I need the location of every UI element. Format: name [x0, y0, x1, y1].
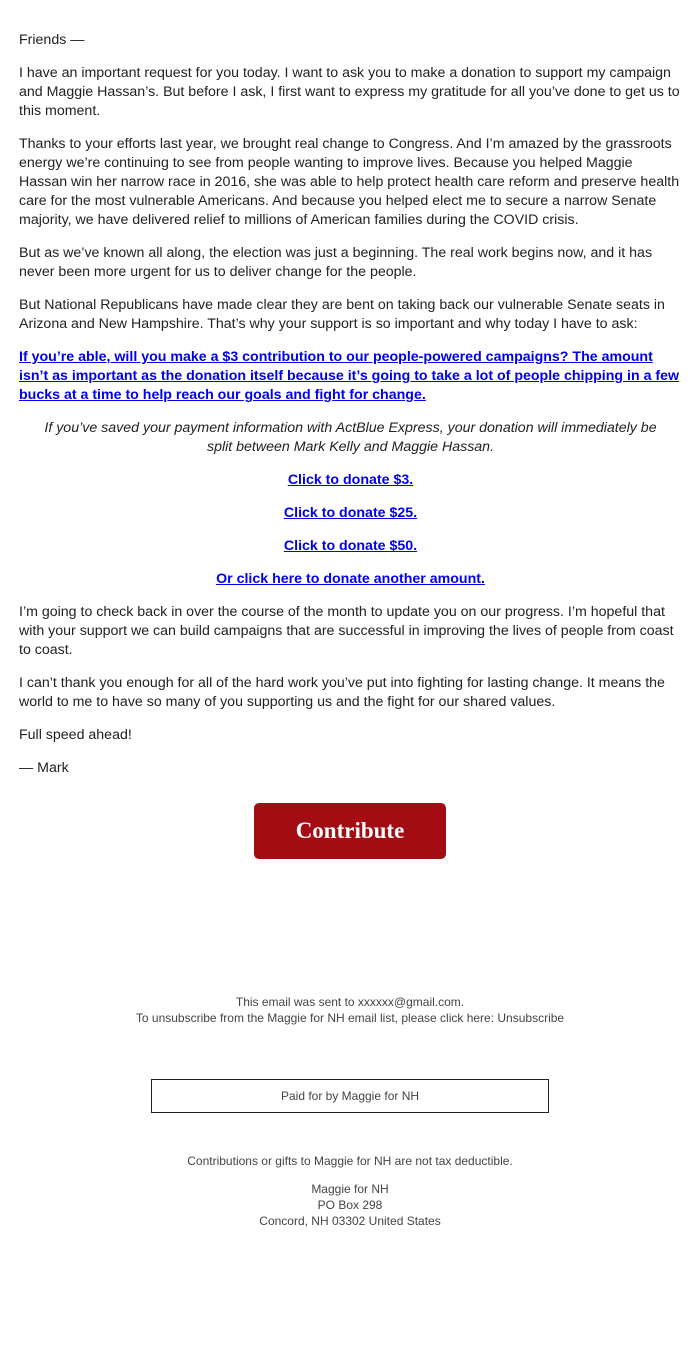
- donate-25-row: [19, 504, 682, 523]
- contribute-button[interactable]: Contribute: [254, 803, 446, 859]
- address-name: Maggie for NH: [311, 1182, 389, 1196]
- donate-50-link[interactable]: Click to donate $50.: [283, 538, 418, 554]
- paragraph-gratitude: I can’t thank you enough for all of the hard work you’ve put into fighting for lasting change. It means the world to me to have so many of you supporting us and the fight for our shared values.: [19, 675, 665, 710]
- ask-donation-link[interactable]: If you’re able, will you make a $3 contribution to our people-powered campaigns? The amount isn’t as important as the donation itself because it’s going to take a lot of people chipping in a few bucks at a time to help reach our goals and fight for change.: [19, 349, 680, 403]
- paragraph-beginning: But as we’ve known all along, the election was just a beginning. The real work begins now, and it has never been more urgent for us to deliver change for the people.: [19, 245, 653, 280]
- sent-to-text: This email was sent to xxxxxx@gmail.com.: [235, 995, 465, 1009]
- paragraph-republicans: But National Republicans have made clear they are bent on taking back our vulnerable Senate seats in Arizona and New Hampshire. That’s why your support is so important and why today I have to ask:: [19, 297, 665, 332]
- address-line2: Concord, NH 03302 United States: [259, 1214, 441, 1228]
- ask-paragraph: [19, 348, 682, 405]
- email-body: [19, 31, 682, 792]
- signature: — Mark: [19, 760, 69, 776]
- paragraph-check-back: I’m going to check back in over the course of the month to update you on our progress. I’m hopeful that with your support we can build campaigns that are successful in improving the lives of people from coast to coast.: [19, 604, 674, 658]
- donate-3-row: [19, 471, 682, 490]
- greeting: Friends —: [19, 32, 85, 48]
- donate-other-amount-link[interactable]: Or click here to donate another amount.: [216, 571, 485, 587]
- unsubscribe-link[interactable]: Unsubscribe: [497, 1011, 565, 1025]
- unsubscribe-line: [0, 1010, 700, 1026]
- mailing-address: [0, 1181, 700, 1229]
- donate-3-link[interactable]: Click to donate $3.: [287, 472, 414, 488]
- footer-recipient-info: [0, 994, 700, 1026]
- paragraph-thanks: Thanks to your efforts last year, we brought real change to Congress. And I’m amazed by the grassroots energy we’re continuing to see from people wanting to improve lives. Because you helped Maggie Hassan win her narrow race in 2016, she was able to help protect health care reform and preserve health care for the most vulnerable Americans. And because you helped elect me to secure a narrow Senate majority, we have delivered relief to millions of American families during the COVID crisis.: [19, 136, 680, 228]
- actblue-express-note: If you’ve saved your payment information with ActBlue Express, your donation will immediately be split between Mark Kelly and Maggie Hassan.: [44, 420, 657, 455]
- address-line1: PO Box 298: [317, 1198, 383, 1212]
- tax-deductible-note: Contributions or gifts to Maggie for NH are not tax deductible.: [187, 1154, 513, 1168]
- donate-25-link[interactable]: Click to donate $25.: [283, 505, 418, 521]
- donate-50-row: [19, 537, 682, 556]
- donate-other-row: [19, 570, 682, 589]
- unsubscribe-text: To unsubscribe from the Maggie for NH email list, please click here:: [135, 1011, 495, 1025]
- paragraph-intro: I have an important request for you today. I want to ask you to make a donation to support my campaign and Maggie Hassan’s. But before I ask, I first want to express my gratitude for all you’ve done to get us to this moment.: [19, 65, 680, 119]
- closing-line: Full speed ahead!: [19, 727, 132, 743]
- paid-for-disclaimer: Paid for by Maggie for NH: [151, 1079, 549, 1113]
- contribute-button-wrap: [0, 803, 700, 859]
